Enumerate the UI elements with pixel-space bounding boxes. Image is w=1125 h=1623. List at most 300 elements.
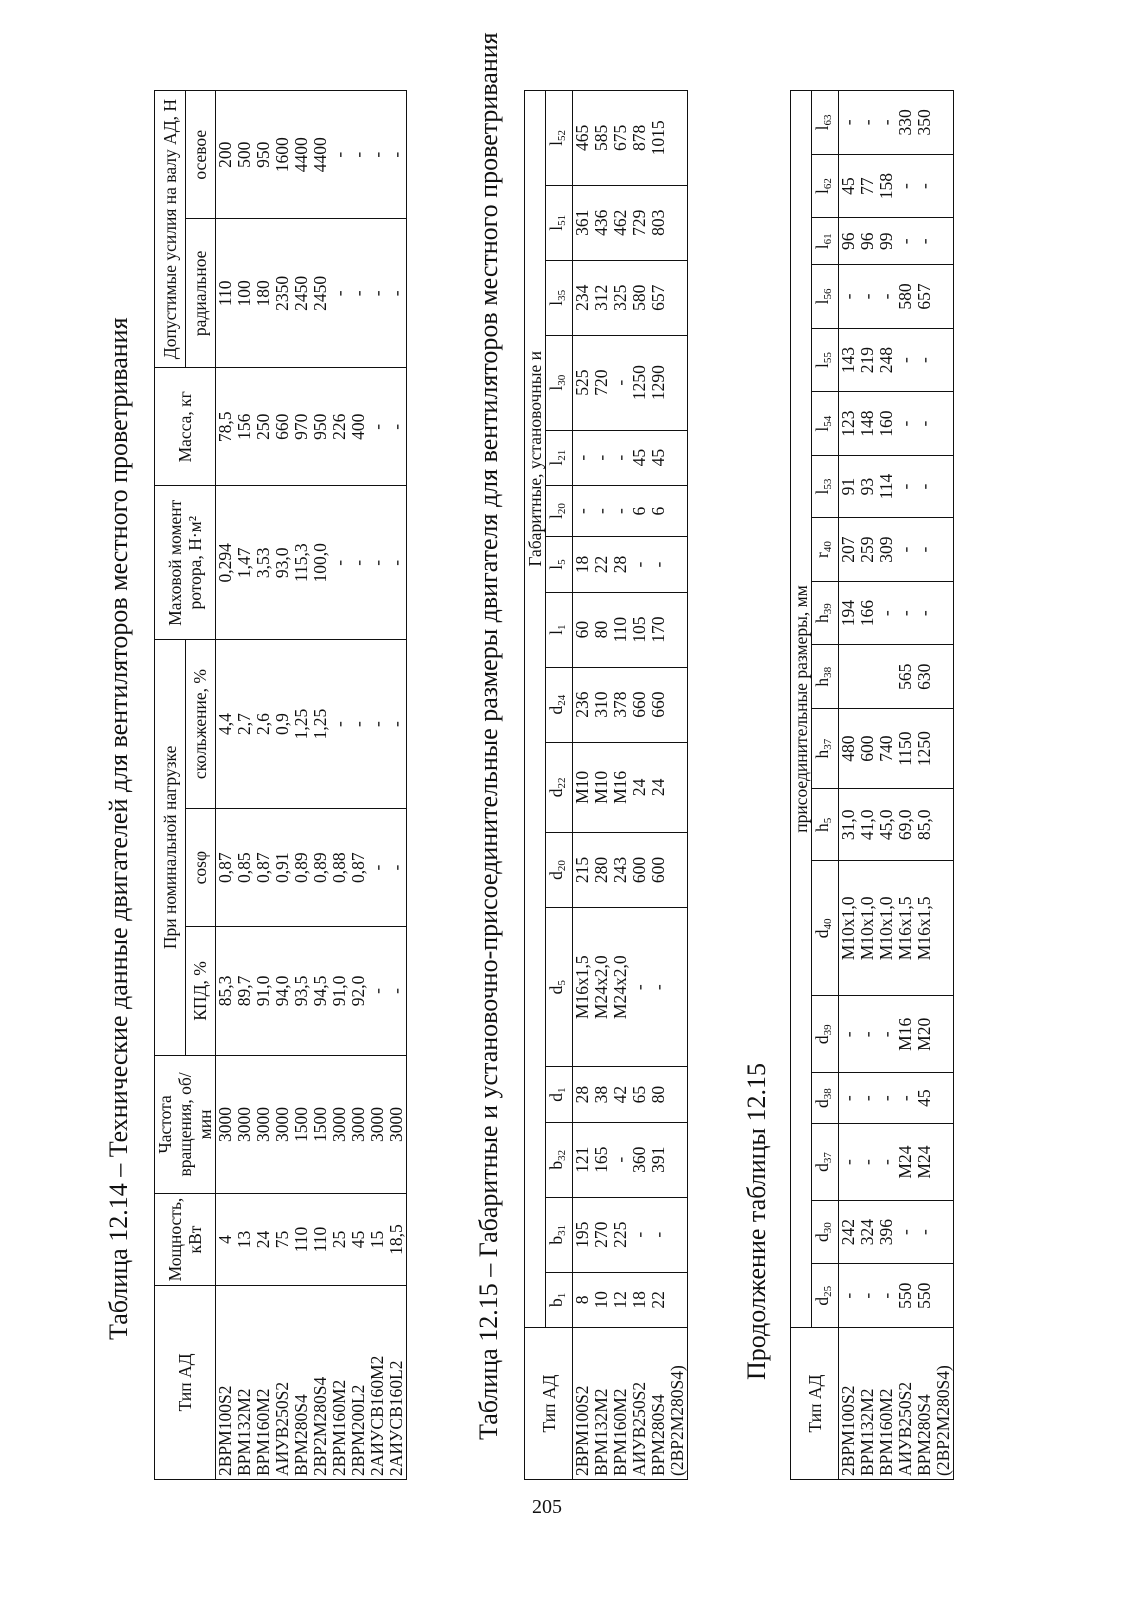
table-12-15-continued-caption xyxy=(742,1063,772,1380)
value-cell: 270 xyxy=(592,1197,611,1272)
motor-type-cell: (2ВР2М280S4) xyxy=(934,1328,954,1480)
value-cell: 114 xyxy=(877,455,896,517)
value-cell: 2,7 xyxy=(235,640,254,809)
value-cell: - xyxy=(877,1124,896,1201)
table-12-15-body xyxy=(573,91,688,1480)
symbol: l xyxy=(546,629,566,635)
value-cell: 3,53 xyxy=(254,486,273,640)
value-cell: 1150 xyxy=(896,709,915,789)
subscript: 20 xyxy=(556,503,568,515)
motor-type-cell: 2ВРМ100S2 xyxy=(839,1328,859,1480)
value-cell: 91 xyxy=(839,455,859,517)
value-cell: - xyxy=(387,927,407,1055)
t15b-col-d25 xyxy=(812,1264,839,1328)
symbol: l xyxy=(546,564,566,570)
caption-text: Продолжение таблицы 12.15 xyxy=(742,1063,771,1380)
value-cell: 242 xyxy=(839,1200,859,1264)
value-cell: 100,0 xyxy=(311,486,330,640)
value-cell: - xyxy=(877,996,896,1073)
value-cell: 1500 xyxy=(311,1055,330,1194)
value-cell: 69,0 xyxy=(896,789,915,861)
value-cell: - xyxy=(368,927,387,1055)
motor-type-cell: 2ВРМ160М2 xyxy=(330,1285,349,1479)
value-cell: М16х1,5 xyxy=(573,908,593,1067)
value-cell xyxy=(668,667,688,742)
value-cell: 96 xyxy=(858,218,877,265)
value-cell xyxy=(934,1073,954,1124)
value-cell: 85,0 xyxy=(915,789,934,861)
value-cell: 45 xyxy=(349,1194,368,1286)
value-cell: 80 xyxy=(592,592,611,667)
th-mass: Масса, кг xyxy=(155,368,216,486)
value-cell: 309 xyxy=(877,518,896,582)
value-cell: 89,7 xyxy=(235,927,254,1055)
t15b-col-d37 xyxy=(812,1124,839,1201)
subscript: 20 xyxy=(556,860,568,872)
value-cell: 45 xyxy=(630,430,649,485)
value-cell: М10х1,0 xyxy=(858,861,877,996)
symbol: l xyxy=(812,125,832,131)
value-cell: 100 xyxy=(235,219,254,368)
value-cell: 324 xyxy=(858,1200,877,1264)
value-cell: - xyxy=(877,1264,896,1328)
table-12-15-caption xyxy=(474,32,504,1440)
subscript: 53 xyxy=(822,478,834,490)
value-cell: - xyxy=(649,1197,668,1272)
value-cell: 65 xyxy=(630,1067,649,1122)
value-cell: 436 xyxy=(592,185,611,260)
value-cell xyxy=(934,1264,954,1328)
symbol: l xyxy=(812,489,832,495)
value-cell: - xyxy=(573,430,593,485)
table-row xyxy=(573,91,593,1480)
subscript: 1 xyxy=(556,624,568,630)
value-cell: 465 xyxy=(573,91,593,186)
value-cell: 78,5 xyxy=(216,368,236,486)
subscript: 38 xyxy=(822,666,834,678)
value-cell: 660 xyxy=(273,368,292,486)
value-cell: 4,4 xyxy=(216,640,236,809)
value-cell: 657 xyxy=(649,260,668,335)
value-cell xyxy=(934,709,954,789)
value-cell xyxy=(668,260,688,335)
value-cell: 24 xyxy=(649,742,668,832)
table-row xyxy=(292,91,311,1480)
table-row xyxy=(368,91,387,1480)
motor-type-cell: ВРМ280S4 xyxy=(649,1328,668,1480)
value-cell: 0,9 xyxy=(273,640,292,809)
table-row xyxy=(896,91,915,1480)
table-12-14-body xyxy=(216,91,407,1480)
table-row xyxy=(649,91,668,1480)
value-cell: 93 xyxy=(858,455,877,517)
value-cell: 195 xyxy=(573,1197,593,1272)
table-12-14-wrap xyxy=(154,90,407,1480)
value-cell: - xyxy=(877,581,896,645)
value-cell: М20 xyxy=(915,996,934,1073)
value-cell: - xyxy=(896,1200,915,1264)
table-row xyxy=(915,91,934,1480)
value-cell: - xyxy=(877,1073,896,1124)
motor-type-cell: 2ВРМ100S2 xyxy=(573,1328,593,1480)
value-cell: М16х1,5 xyxy=(896,861,915,996)
value-cell: 1250 xyxy=(915,709,934,789)
value-cell: - xyxy=(349,219,368,368)
th-type: Тип АД xyxy=(525,1328,573,1480)
value-cell: 310 xyxy=(592,667,611,742)
subscript: 5 xyxy=(556,559,568,565)
value-cell: - xyxy=(387,219,407,368)
value-cell: - xyxy=(839,91,859,155)
value-cell: 28 xyxy=(611,537,630,592)
symbol: l xyxy=(812,189,832,194)
value-cell xyxy=(668,1122,688,1197)
value-cell: - xyxy=(858,1073,877,1124)
value-cell: 207 xyxy=(839,518,859,582)
value-cell xyxy=(668,537,688,592)
value-cell: 580 xyxy=(630,260,649,335)
symbol: l xyxy=(546,300,566,306)
value-cell: 1,25 xyxy=(311,640,330,809)
t15-col-b1 xyxy=(546,1272,573,1327)
t15-col-l1 xyxy=(546,592,573,667)
value-cell: - xyxy=(387,368,407,486)
symbol: h xyxy=(812,677,832,687)
value-cell: 248 xyxy=(877,328,896,392)
value-cell xyxy=(668,833,688,908)
symbol: h xyxy=(812,749,832,759)
value-cell: - xyxy=(368,91,387,220)
value-cell: 110 xyxy=(311,1194,330,1286)
table-12-14-caption xyxy=(104,317,134,1340)
table-12-15-continued xyxy=(790,90,954,1480)
t15b-col-h38 xyxy=(812,645,839,709)
value-cell: 180 xyxy=(254,219,273,368)
subscript: 61 xyxy=(822,233,834,245)
value-cell: - xyxy=(896,392,915,456)
symbol: l xyxy=(812,299,832,305)
motor-type-cell: (2ВР2М280S4) xyxy=(668,1328,688,1480)
table-row xyxy=(330,91,349,1480)
value-cell: 45 xyxy=(649,430,668,485)
caption-text: Таблица 12.14 – Технические данные двигателей для вентиляторов местного проветривания xyxy=(104,317,133,1340)
value-cell: 10 xyxy=(592,1272,611,1327)
value-cell: 0,87 xyxy=(349,808,368,926)
symbol: d xyxy=(546,1092,566,1102)
value-cell: - xyxy=(630,537,649,592)
symbol: d xyxy=(812,1163,832,1172)
value-cell: 550 xyxy=(915,1264,934,1328)
value-cell: 156 xyxy=(235,368,254,486)
value-cell: 525 xyxy=(573,335,593,430)
table-row xyxy=(349,91,368,1480)
value-cell: 0,87 xyxy=(254,808,273,926)
symbol: d xyxy=(812,929,832,939)
table-row xyxy=(858,91,877,1480)
value-cell xyxy=(877,645,896,709)
value-cell: - xyxy=(611,335,630,430)
value-cell: 950 xyxy=(311,368,330,486)
value-cell: 2,6 xyxy=(254,640,273,809)
value-cell: 360 xyxy=(630,1122,649,1197)
value-cell: 660 xyxy=(630,667,649,742)
value-cell xyxy=(668,185,688,260)
symbol: l xyxy=(546,385,566,391)
value-cell: 280 xyxy=(592,833,611,908)
value-cell xyxy=(934,328,954,392)
value-cell xyxy=(934,91,954,155)
t15-col-d22 xyxy=(546,742,573,832)
table-12-14 xyxy=(154,90,407,1480)
value-cell xyxy=(858,645,877,709)
motor-type-cell: ВРМ132М2 xyxy=(235,1285,254,1479)
symbol: l xyxy=(812,244,832,250)
value-cell xyxy=(668,485,688,537)
symbol: d xyxy=(812,1233,832,1243)
value-cell: М16 xyxy=(896,996,915,1073)
value-cell: М24х2,0 xyxy=(611,908,630,1067)
value-cell: 396 xyxy=(877,1200,896,1264)
t15b-col-r40 xyxy=(812,518,839,582)
value-cell: М10х1,0 xyxy=(877,861,896,996)
subscript: 1 xyxy=(556,1087,568,1093)
t15b-col-d40 xyxy=(812,861,839,996)
subscript: 32 xyxy=(556,1149,568,1161)
value-cell: - xyxy=(387,486,407,640)
t15b-col-d38 xyxy=(812,1073,839,1124)
value-cell: - xyxy=(349,486,368,640)
value-cell: 2350 xyxy=(273,219,292,368)
value-cell: 500 xyxy=(235,91,254,220)
value-cell xyxy=(668,742,688,832)
value-cell: - xyxy=(896,455,915,517)
motor-type-cell: ВРМ280S4 xyxy=(915,1328,934,1480)
value-cell: М10х1,0 xyxy=(839,861,859,996)
motor-type-cell: АИУВ250S2 xyxy=(896,1328,915,1480)
value-cell: 3000 xyxy=(387,1055,407,1194)
value-cell: 225 xyxy=(611,1197,630,1272)
value-cell: 110 xyxy=(216,219,236,368)
table-12-15-continued-body xyxy=(839,91,954,1480)
th-group: присоединительные размеры, мм xyxy=(791,91,812,1328)
value-cell: 45 xyxy=(915,1073,934,1124)
value-cell: 93,5 xyxy=(292,927,311,1055)
symbol: d xyxy=(812,1296,832,1306)
t15b-col-l54 xyxy=(812,392,839,456)
value-cell: - xyxy=(368,219,387,368)
subscript: 39 xyxy=(822,1024,834,1036)
value-cell: - xyxy=(649,908,668,1067)
value-cell: 94,5 xyxy=(311,927,330,1055)
t15b-col-l53 xyxy=(812,455,839,517)
motor-type-cell: ВРМ160М2 xyxy=(254,1285,273,1479)
t15-col-d1 xyxy=(546,1067,573,1122)
subscript: 22 xyxy=(556,777,568,789)
t15b-col-l61 xyxy=(812,218,839,265)
value-cell: 31,0 xyxy=(839,789,859,861)
value-cell xyxy=(934,1124,954,1201)
value-cell: - xyxy=(330,486,349,640)
subscript: 63 xyxy=(822,114,834,126)
value-cell: - xyxy=(330,91,349,220)
value-cell: 3000 xyxy=(273,1055,292,1194)
value-cell: - xyxy=(368,486,387,640)
t15-col-l21 xyxy=(546,430,573,485)
symbol: b xyxy=(546,1298,566,1307)
value-cell: 330 xyxy=(896,91,915,155)
table-row xyxy=(235,91,254,1480)
table-row xyxy=(311,91,330,1480)
value-cell xyxy=(668,592,688,667)
value-cell: - xyxy=(630,1197,649,1272)
value-cell: 215 xyxy=(573,833,593,908)
value-cell: 60 xyxy=(573,592,593,667)
value-cell: 123 xyxy=(839,392,859,456)
value-cell: 312 xyxy=(592,260,611,335)
subscript: 5 xyxy=(822,817,834,824)
value-cell: - xyxy=(896,518,915,582)
value-cell: 0,89 xyxy=(311,808,330,926)
value-cell: 3000 xyxy=(349,1055,368,1194)
value-cell: 121 xyxy=(573,1122,593,1197)
value-cell xyxy=(934,154,954,218)
t15-col-b32 xyxy=(546,1122,573,1197)
t15-col-l35 xyxy=(546,260,573,335)
value-cell: 92,0 xyxy=(349,927,368,1055)
motor-type-cell: 2ВРМ200L2 xyxy=(349,1285,368,1479)
table-row xyxy=(273,91,292,1480)
subscript: 39 xyxy=(822,603,834,615)
value-cell xyxy=(934,265,954,329)
value-cell: - xyxy=(915,518,934,582)
value-cell: - xyxy=(387,808,407,926)
symbol: b xyxy=(546,1235,566,1245)
value-cell: 565 xyxy=(896,645,915,709)
value-cell: 24 xyxy=(630,742,649,832)
value-cell: - xyxy=(858,265,877,329)
symbol: d xyxy=(812,1035,832,1045)
value-cell xyxy=(668,908,688,1067)
table-row xyxy=(839,91,859,1480)
table-row xyxy=(216,91,236,1480)
value-cell: 361 xyxy=(573,185,593,260)
value-cell: 4400 xyxy=(292,91,311,220)
value-cell: М10 xyxy=(592,742,611,832)
value-cell: 143 xyxy=(839,328,859,392)
th-power: Мощность, кВт xyxy=(155,1194,216,1286)
symbol: b xyxy=(546,1160,566,1170)
value-cell: 12 xyxy=(611,1272,630,1327)
symbol: l xyxy=(812,426,832,432)
symbol: d xyxy=(546,871,566,880)
subscript: 37 xyxy=(822,1152,834,1164)
value-cell: 45,0 xyxy=(877,789,896,861)
motor-type-cell: ВРМ160М2 xyxy=(877,1328,896,1480)
value-cell: М24 xyxy=(896,1124,915,1201)
value-cell: 1,47 xyxy=(235,486,254,640)
value-cell: 110 xyxy=(611,592,630,667)
value-cell: 236 xyxy=(573,667,593,742)
subscript: 30 xyxy=(556,374,568,386)
motor-type-cell: 2АИУСВ160М2 xyxy=(368,1285,387,1479)
value-cell: 99 xyxy=(877,218,896,265)
value-cell: 729 xyxy=(630,185,649,260)
value-cell: 18 xyxy=(630,1272,649,1327)
th-eff: КПД, % xyxy=(185,927,216,1055)
value-cell: 3000 xyxy=(235,1055,254,1194)
value-cell: 400 xyxy=(349,368,368,486)
value-cell xyxy=(934,518,954,582)
value-cell: 720 xyxy=(592,335,611,430)
value-cell: 234 xyxy=(573,260,593,335)
value-cell xyxy=(934,392,954,456)
value-cell: 13 xyxy=(235,1194,254,1286)
t15b-col-h39 xyxy=(812,581,839,645)
value-cell: - xyxy=(877,91,896,155)
value-cell xyxy=(934,789,954,861)
th-slip: скольжение, % xyxy=(185,640,216,809)
value-cell: - xyxy=(915,455,934,517)
table-12-15-continued-column-headers xyxy=(812,91,839,1480)
value-cell: 25 xyxy=(330,1194,349,1286)
value-cell: 28 xyxy=(573,1067,593,1122)
subscript: 40 xyxy=(822,918,834,930)
value-cell: 657 xyxy=(915,265,934,329)
value-cell xyxy=(668,335,688,430)
value-cell: 18 xyxy=(573,537,593,592)
value-cell: - xyxy=(896,154,915,218)
subscript: 54 xyxy=(822,415,834,427)
value-cell: М24 xyxy=(915,1124,934,1201)
value-cell xyxy=(934,581,954,645)
subscript: 52 xyxy=(556,129,568,141)
symbol: l xyxy=(812,363,832,368)
subscript: 25 xyxy=(822,1285,834,1297)
value-cell: 0,294 xyxy=(216,486,236,640)
subscript: 31 xyxy=(556,1224,568,1236)
value-cell: 165 xyxy=(592,1122,611,1197)
symbol: r xyxy=(812,552,832,558)
th-type: Тип АД xyxy=(791,1328,839,1480)
value-cell: - xyxy=(330,219,349,368)
value-cell: - xyxy=(915,581,934,645)
t15-col-l52 xyxy=(546,91,573,186)
subscript: 55 xyxy=(822,352,834,364)
symbol: l xyxy=(546,460,566,466)
value-cell: 85,3 xyxy=(216,927,236,1055)
value-cell: 3000 xyxy=(216,1055,236,1194)
subscript: 62 xyxy=(822,178,834,190)
value-cell: 105 xyxy=(630,592,649,667)
value-cell: 950 xyxy=(254,91,273,220)
motor-type-cell: 2АИУСВ160L2 xyxy=(387,1285,407,1479)
value-cell: 3000 xyxy=(330,1055,349,1194)
table-12-15-column-headers xyxy=(546,91,573,1480)
value-cell: 1290 xyxy=(649,335,668,430)
table-row xyxy=(934,91,954,1480)
value-cell: - xyxy=(611,485,630,537)
page-number: 205 xyxy=(532,1496,562,1518)
value-cell: - xyxy=(877,265,896,329)
value-cell: 660 xyxy=(649,667,668,742)
table-row xyxy=(668,91,688,1480)
t15-col-d20 xyxy=(546,833,573,908)
value-cell: - xyxy=(896,581,915,645)
th-moment: Маховой момент ротора, Н·м² xyxy=(155,486,216,640)
value-cell: 1,25 xyxy=(292,640,311,809)
value-cell: 22 xyxy=(649,1272,668,1327)
th-nominal: При номинальной нагрузке xyxy=(155,640,186,1056)
